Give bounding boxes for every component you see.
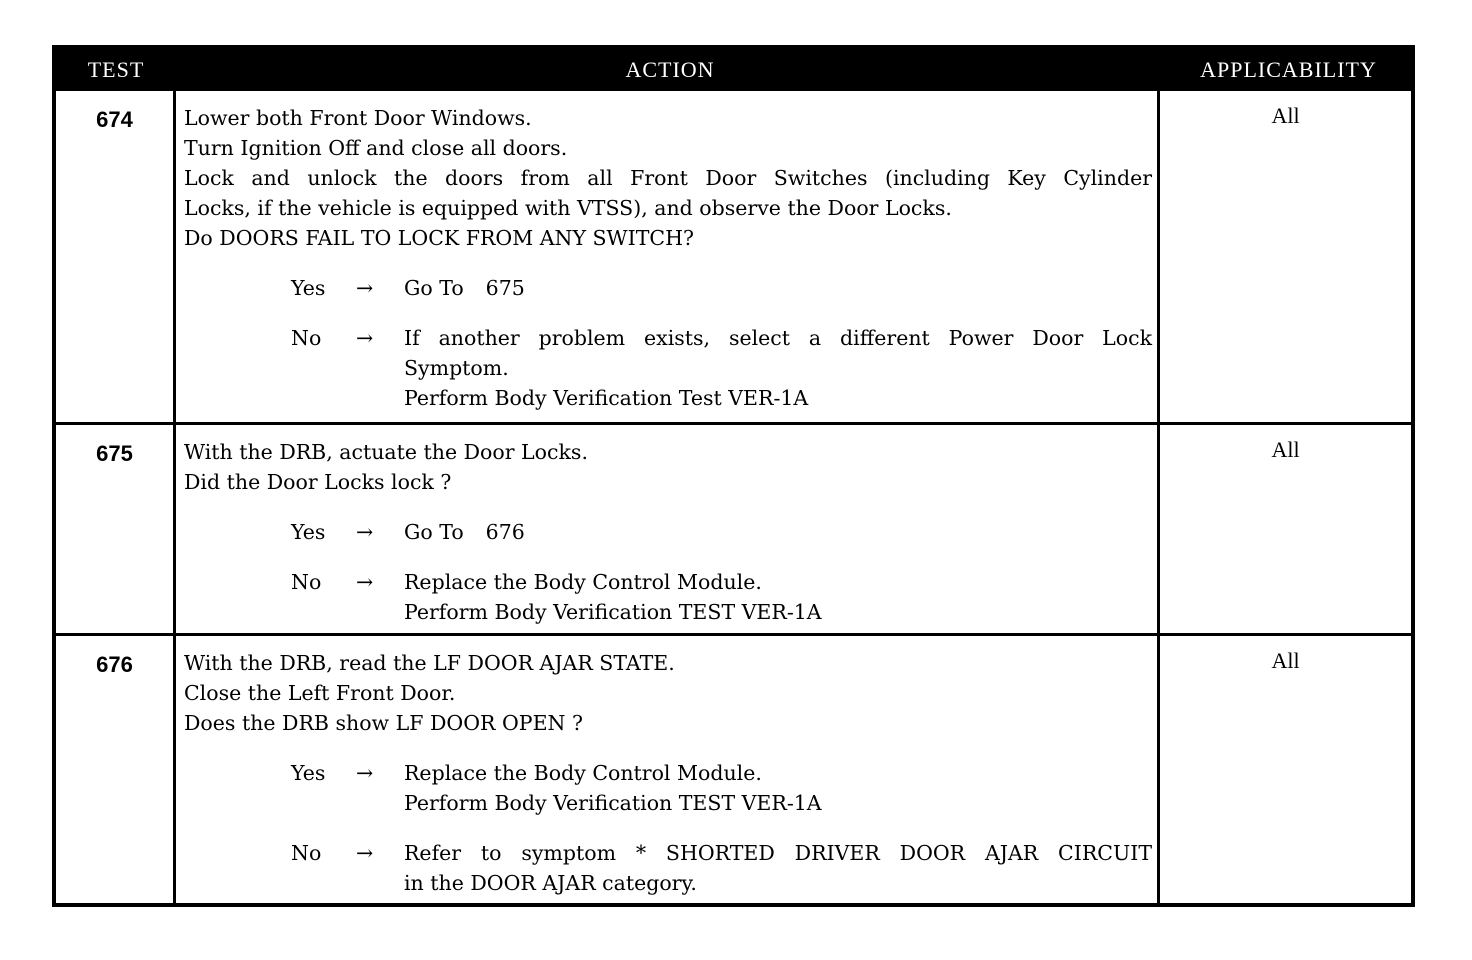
yes-action — [404, 758, 1152, 818]
action-question: Does the DRB show LF DOOR OPEN ? — [184, 711, 583, 735]
no-action — [404, 567, 1152, 627]
header-applicability: APPLICABILITY — [1200, 57, 1377, 82]
yes-label: Yes — [291, 761, 326, 785]
yes-action-line: Perform Body Verification TEST VER-1A — [404, 791, 822, 815]
yes-label: Yes — [291, 520, 326, 544]
no-outcome — [184, 567, 1152, 627]
no-action — [404, 838, 1152, 898]
no-outcome — [184, 838, 1152, 898]
yes-outcome — [184, 758, 1152, 818]
goto-text: Go To — [404, 276, 464, 300]
applicability-value: All — [1271, 648, 1300, 673]
right-arrow-icon: → — [356, 761, 374, 785]
column-divider — [1157, 636, 1160, 903]
right-arrow-icon: → — [356, 570, 374, 594]
no-action-line: Perform Body Verification Test VER-1A — [404, 386, 809, 410]
yes-label: Yes — [291, 276, 326, 300]
action-line: With the DRB, actuate the Door Locks. — [184, 440, 588, 464]
no-action — [404, 323, 1152, 413]
action-line: Lock and unlock the doors from all Front Door Switches (including Key Cylinder — [184, 166, 1152, 190]
no-action-line: Perform Body Verification TEST VER-1A — [404, 600, 822, 624]
action-line: Lower both Front Door Windows. — [184, 106, 532, 130]
action-line: Turn Ignition Off and close all doors. — [184, 136, 568, 160]
test-number: 675 — [96, 441, 133, 466]
table-row — [56, 422, 1411, 633]
yes-action — [404, 273, 1152, 303]
right-arrow-icon: → — [356, 841, 374, 865]
header-action: ACTION — [625, 57, 715, 82]
action-line: Locks, if the vehicle is equipped with VTSS), and observe the Door Locks. — [184, 196, 952, 220]
no-action-line: in the DOOR AJAR category. — [404, 871, 697, 895]
no-label: No — [291, 841, 322, 865]
action-line: Close the Left Front Door. — [184, 681, 456, 705]
yes-outcome — [184, 517, 1152, 547]
goto-target: 675 — [485, 276, 525, 300]
table-row — [56, 91, 1411, 422]
yes-outcome — [184, 273, 1152, 303]
goto-text: Go To — [404, 520, 464, 544]
goto-target: 676 — [485, 520, 525, 544]
column-divider — [173, 425, 176, 633]
no-action-line: If another problem exists, select a different Power Door Lock — [404, 326, 1152, 350]
applicability-value: All — [1271, 103, 1300, 128]
table-header — [56, 49, 1411, 91]
applicability-value: All — [1271, 437, 1300, 462]
no-label: No — [291, 326, 322, 350]
header-test: TEST — [87, 57, 145, 82]
action-cell — [184, 437, 1152, 627]
no-outcome — [184, 323, 1152, 413]
table-row — [56, 633, 1411, 903]
diagnostic-test-table — [52, 45, 1415, 907]
right-arrow-icon: → — [356, 326, 374, 350]
right-arrow-icon: → — [356, 520, 374, 544]
column-divider — [1157, 91, 1160, 422]
right-arrow-icon: → — [356, 276, 374, 300]
yes-action — [404, 517, 1152, 547]
column-divider — [173, 91, 176, 422]
yes-action-line: Replace the Body Control Module. — [404, 761, 762, 785]
action-question: Do DOORS FAIL TO LOCK FROM ANY SWITCH? — [184, 226, 694, 250]
action-question: Did the Door Locks lock ? — [184, 470, 452, 494]
action-cell — [184, 648, 1152, 898]
column-divider — [173, 636, 176, 903]
test-number: 676 — [96, 652, 133, 677]
no-action-line: Replace the Body Control Module. — [404, 570, 762, 594]
no-action-line: Symptom. — [404, 356, 509, 380]
no-action-line: Refer to symptom * SHORTED DRIVER DOOR AJAR CIRCUIT — [404, 841, 1152, 865]
action-line: With the DRB, read the LF DOOR AJAR STATE. — [184, 651, 675, 675]
no-label: No — [291, 570, 322, 594]
action-cell — [184, 103, 1152, 413]
test-number: 674 — [96, 107, 133, 132]
